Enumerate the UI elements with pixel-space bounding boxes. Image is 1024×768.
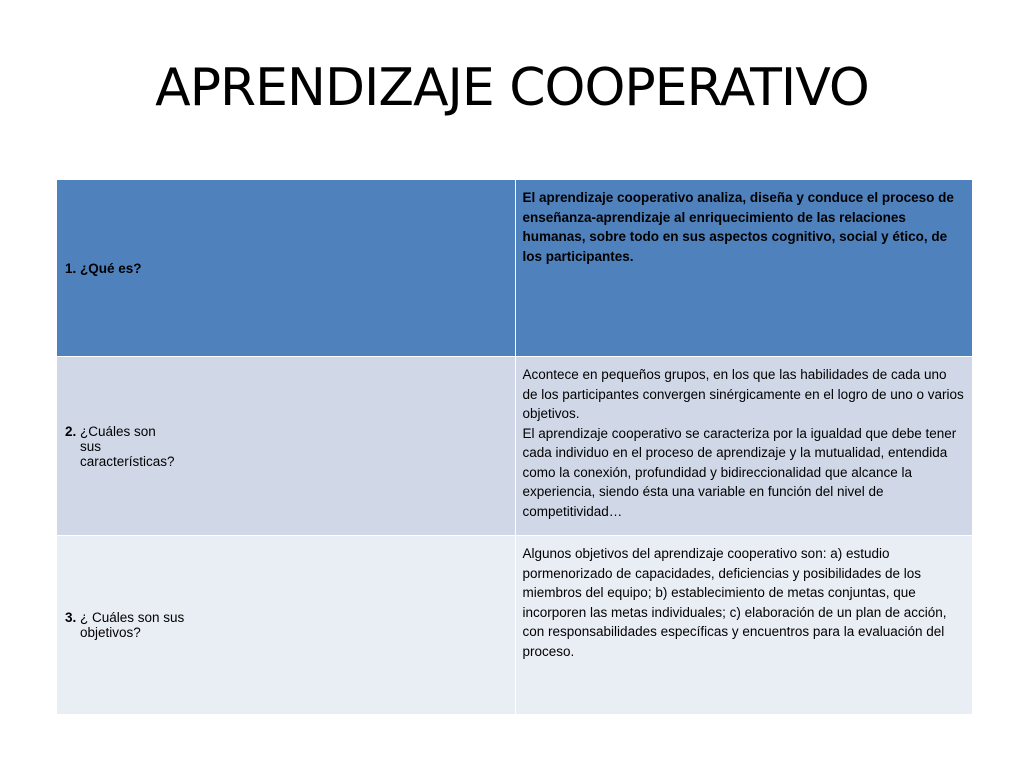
question-cell bbox=[57, 357, 516, 536]
answer-paragraph: El aprendizaje cooperativo se caracteriza por la igualdad que debe tener cada individuo en el proceso de aprendizaje y la mutualidad, entendida como la conexión, profundidad y bidireccionalidad que alcance la experiencia, siendo ésta una variable en función del nivel de competitividad… bbox=[522, 425, 957, 519]
answer-cell bbox=[515, 180, 973, 357]
question-cell bbox=[57, 180, 516, 357]
slide-title: APRENDIZAJE COOPERATIVO bbox=[155, 58, 869, 118]
answer-cell bbox=[515, 536, 973, 715]
question-text: ¿ Cuáles son sus objetivos? bbox=[80, 610, 185, 640]
question-cell bbox=[57, 536, 516, 715]
answer-paragraph: Acontece en pequeños grupos, en los que las habilidades de cada uno de los participantes convergen sinérgicamente en el logro de uno o varios objetivos. bbox=[522, 367, 964, 421]
content-table bbox=[56, 179, 973, 715]
answer-paragraph: Algunos objetivos del aprendizaje cooperativo son: a) estudio pormenorizado de capacidades, deficiencias y posibilidades de los miembros del equipo; b) establecimiento de metas conjuntas, que incorporen las metas individuales; c) elaboración de un plan de acción, con responsabilidades específicas y encuentros para la evaluación del proceso. bbox=[522, 546, 947, 659]
answer-paragraph: El aprendizaje cooperativo analiza, diseña y conduce el proceso de enseñanza-aprendizaje al enriquecimiento de las relaciones humanas, sobre todo en sus aspectos cognitivo, social y ético, de los participantes. bbox=[522, 190, 954, 264]
answer-cell bbox=[515, 357, 973, 536]
question-text: ¿Cuáles son sus características? bbox=[80, 423, 175, 469]
row-number: 2. bbox=[65, 423, 81, 439]
question-text: ¿Qué es? bbox=[80, 260, 142, 276]
table-row bbox=[57, 536, 973, 715]
table-row bbox=[57, 180, 973, 357]
table-row bbox=[57, 357, 973, 536]
row-number: 3. bbox=[65, 610, 81, 625]
row-number: 1. bbox=[65, 260, 81, 276]
